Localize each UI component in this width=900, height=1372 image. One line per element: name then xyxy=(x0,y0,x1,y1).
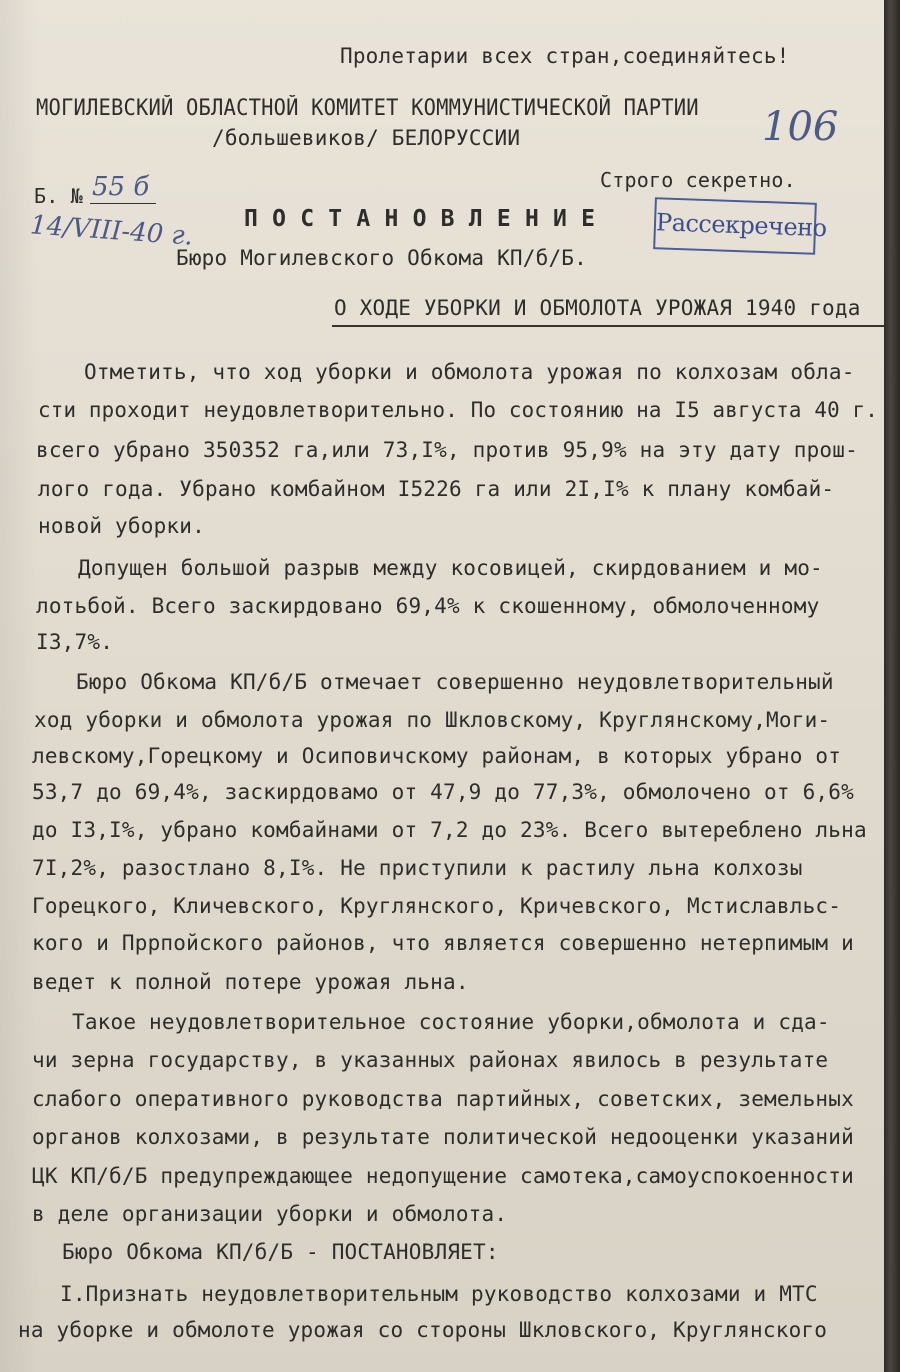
body-line: лотьбой. Всего заскирдовано 69,4% к скошенному, обмолоченному xyxy=(36,594,820,618)
body-line: Допущен большой разрыв между косовицей, скирдованием и мо- xyxy=(78,556,823,580)
body-line: кого и Пррпойского районов, что является совершенно нетерпимым и xyxy=(32,931,854,955)
ref-prefix: Б. № xyxy=(34,184,83,208)
body-line: ЦК КП/б/Б предупреждающее недопущение самотека,самоуспокоенности xyxy=(32,1164,854,1188)
body-line: 53,7 до 69,4%, заскирдовамо от 47,9 до 77,3%, обмолочено от 6,6% xyxy=(32,780,854,804)
body-line: Горецкого, Кличевского, Круглянского, Кричевского, Мстиславльс- xyxy=(32,894,842,918)
body-line: Бюро Обкома КП/б/Б - ПОСТАНОВЛЯЕТ: xyxy=(62,1240,499,1264)
archive-page-number: 106 xyxy=(762,104,839,150)
body-line: 7I,2%, разостлано 8,I%. Не приступили к растилу льна колхозы xyxy=(32,856,803,880)
body-line: органов колхозами, в результате политической недооценки указаний xyxy=(32,1125,854,1149)
body-line: слабого оперативного руководства партийных, советских, земельных xyxy=(32,1087,854,1111)
document-subtitle: Бюро Могилевского Обкома КП/б/Б. xyxy=(176,246,587,270)
organization-name-line1: МОГИЛЕВСКИЙ ОБЛАСТНОЙ КОМИТЕТ КОММУНИСТИЧЕСКОЙ ПАРТИИ xyxy=(36,96,699,121)
body-line: левскому,Горецкому и Осиповичскому районам, в которых убрано от xyxy=(32,744,842,768)
body-line: I.Признать неудовлетворительным руководство колхозами и МТС xyxy=(60,1282,818,1306)
body-line: чи зерна государству, в указанных районах явилось в результате xyxy=(32,1048,829,1072)
body-line: до I3,I%, убрано комбайнами от 7,2 до 23%. Всего вытереблено льна xyxy=(32,818,867,842)
body-line: сти проходит неудовлетворительно. По состоянию на I5 августа 40 г. xyxy=(38,398,879,422)
secrecy-mark: Строго секретно. xyxy=(600,168,796,192)
body-line: ведет к полной потере урожая льна. xyxy=(32,970,469,994)
body-line: Такое неудовлетворительное состояние уборки,обмолота и сда- xyxy=(72,1010,830,1034)
body-line: на уборке и обмолоте урожая со стороны Шкловского, Круглянского xyxy=(18,1318,828,1342)
body-line: ход уборки и обмолота урожая по Шкловскому, Круглянскому,Моги- xyxy=(34,708,831,732)
ref-underline xyxy=(90,203,156,204)
body-line: Бюро Обкома КП/б/Б отмечает совершенно неудовлетворительный xyxy=(76,670,834,694)
ref-number: 55 б xyxy=(92,172,150,202)
body-line: Отметить, что ход уборки и обмолота урожая по колхозам обла- xyxy=(84,360,855,384)
declassified-stamp: Рассекречено xyxy=(653,197,817,255)
body-line: всего убрано 350352 га,или 73,I%, против 95,9% на эту дату прош- xyxy=(36,438,858,462)
document-subject: О ХОДЕ УБОРКИ И ОБМОЛОТА УРОЖАЯ 1940 года xyxy=(334,296,861,320)
binder-edge xyxy=(884,0,900,1372)
body-line: в деле организации уборки и обмолота. xyxy=(32,1202,508,1226)
organization-name-line2: /большевиков/ БЕЛОРУССИИ xyxy=(212,126,521,150)
body-line: I3,7%. xyxy=(36,630,114,654)
document-title: П О С Т А Н О В Л Е Н И Е xyxy=(244,206,596,232)
slogan: Пролетарии всех стран,соединяйтесь! xyxy=(340,44,790,68)
ref-date: 14/VIII-40 г. xyxy=(29,210,194,252)
subject-underline xyxy=(332,325,896,327)
body-line: лого года. Убрано комбайном I5226 га или 2I,I% к плану комбай- xyxy=(38,477,835,501)
body-line: новой уборки. xyxy=(38,514,205,538)
